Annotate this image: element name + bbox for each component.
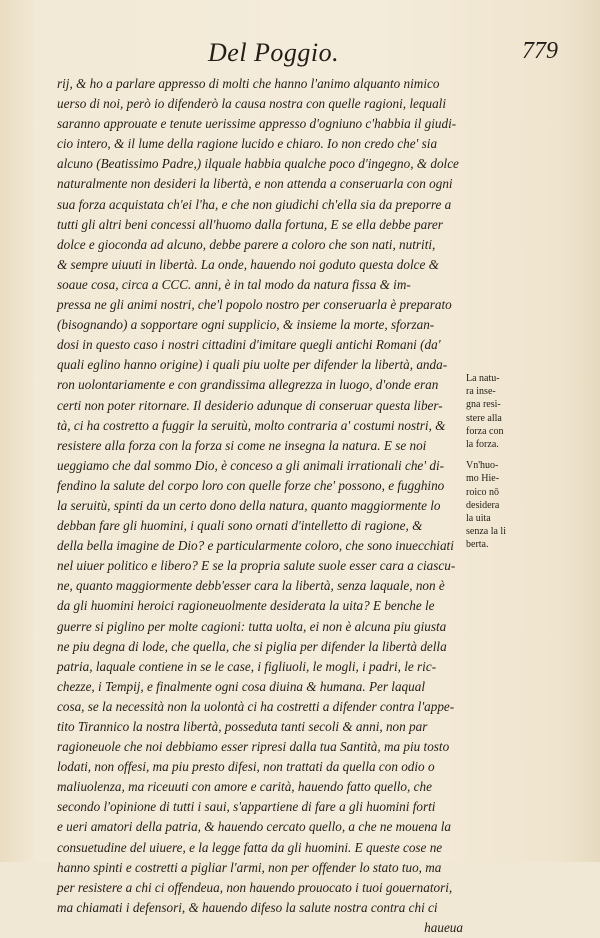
- catchword: haueua: [424, 919, 463, 935]
- text-line: secondo l'opinione di tutti i saui, s'appartiene di fare a gli huomini forti: [57, 799, 436, 815]
- page-header: [60, 38, 570, 68]
- marginal-note: [466, 459, 526, 551]
- text-line: uerso di noi, però io difenderò la causa nostra con quelle ragioni, lequali: [57, 96, 446, 112]
- text-line: da gli huomini heroici ragioneuolmente desiderata la uita? E benche le: [57, 598, 435, 614]
- text-line: certi non poter ritornare. Il desiderio adunque di conseruar questa liber-: [57, 397, 443, 413]
- body-text: [57, 74, 467, 938]
- text-line: (bisognando) a sopportare ogni supplicio, & insieme la morte, sforzan-: [57, 317, 435, 333]
- text-line: tà, ci ha costretto a fuggir la seruitù, molto contraria a' costumi nostri, &: [57, 417, 446, 433]
- text-line: cosa, se la necessità non la uolontà ci ha costretti a difender contra l'appe-: [57, 698, 455, 714]
- text-line: ueggiamo che dal sommo Dio, è conceso a gli animali irrationali che' di-: [57, 457, 445, 473]
- text-line: sua forza acquistata ch'ei l'ha, e che non giudichi ch'ella sia da preporre a: [57, 196, 452, 212]
- marginal-notes: [466, 372, 526, 560]
- marginal-note-line: mo Hie-: [466, 473, 500, 485]
- text-line: lodati, non offesi, ma piu presto difesi, non trattati da quella con odio o: [57, 759, 435, 775]
- text-line: patria, laquale contiene in se le case, i figliuoli, le mogli, i padri, le ric-: [57, 658, 437, 674]
- marginal-note-line: La natu-: [466, 373, 500, 384]
- text-line: dolce e gioconda ad alcuno, debbe parere a coloro che son nati, nutriti,: [57, 236, 436, 252]
- page-number: 779: [522, 38, 558, 64]
- marginal-note-line: forza con: [466, 425, 504, 437]
- text-line: chezze, i Tempij, e finalmente ogni cosa diuina & humana. Per laqual: [57, 678, 425, 694]
- marginal-note-line: berta.: [466, 539, 489, 551]
- marginal-note-line: ra inse-: [466, 386, 496, 398]
- marginal-note-line: gna resi-: [466, 399, 501, 411]
- text-line: resistere alla forza con la forza si come ne insegna la natura. E se noi: [57, 437, 427, 453]
- marginal-note-line: senza la li: [466, 526, 506, 538]
- marginal-note: [466, 372, 526, 451]
- page-edge-shading: [560, 0, 600, 862]
- marginal-note-line: la uita: [466, 513, 491, 525]
- text-line: tito Tirannico la nostra libertà, posseduta tanti secoli & anni, non par: [57, 719, 428, 734]
- text-line: per resistere a chi ci offendeua, non hauendo prouocato i tuoi gouernatori,: [57, 879, 453, 895]
- text-line: ne piu degna di lode, che quella, che si piglia per difender la libertà della: [57, 638, 447, 654]
- text-line: pressa ne gli animi nostri, che'l popolo nostro per conseruarla è preparato: [57, 297, 452, 313]
- text-line: cio intero, & il lume della ragione lucido e chiaro. Io non credo che' sia: [57, 136, 438, 152]
- text-line: debban fare gli huomini, i quali sono ornati d'intelletto di ragione, &: [57, 518, 423, 534]
- text-line: guerre si piglino per molte cagioni: tutta uolta, ei non è alcuna piu giusta: [57, 618, 447, 634]
- text-line: dosi in questo caso i nostri cittadini d'imitare quegli antichi Romani (da': [57, 337, 441, 353]
- text-line: & sempre uiuuti in libertà. La onde, hauendo noi goduto questa dolce &: [57, 256, 439, 272]
- text-line: consuetudine del uiuere, e la legge fatta da gli huomini. E queste cose ne: [57, 839, 443, 855]
- text-line: la seruitù, spinti da un certo dono della natura, quanto maggiormente lo: [57, 497, 441, 513]
- text-line: quali eglino hanno origine) i quali piu uolte per difender la libertà, anda-: [57, 357, 448, 373]
- text-line: ragioneuole che noi debbiamo esser ripresi dalla tua Santità, ma piu tosto: [57, 739, 450, 755]
- running-head: Del Poggio.: [208, 38, 340, 67]
- text-line: rij, & ho a parlare appresso di molti che hanno l'animo alquanto nimico: [57, 76, 440, 91]
- marginal-note-line: la forza.: [466, 439, 499, 451]
- marginal-note-line: Vn'huo-: [466, 460, 499, 472]
- text-line: ma chiamati i defensori, & hauendo difeso la salute nostra contra chi ci: [57, 899, 438, 915]
- text-line: della bella imagine de Dio? e particularmente coloro, che sono inuecchiati: [57, 538, 454, 554]
- text-line: fendino la salute del corpo loro con quelle forze che' possono, e fugghino: [57, 477, 445, 493]
- text-line: tutti gli altri beni concessi all'huomo dalla fortuna, E se ella debbe parer: [57, 216, 443, 232]
- text-line: saranno approuate e tenute uerissime appresso d'ogniuno c'habbia il giudi-: [57, 116, 457, 132]
- text-line: alcuno (Beatissimo Padre,) ilquale habbia qualche poco d'ingegno, & dolce: [57, 156, 459, 172]
- text-line: ron uolontariamente e con grandissima allegrezza in luogo, d'onde eran: [57, 377, 439, 393]
- marginal-note-line: roico nō: [466, 486, 500, 498]
- text-line: soaue cosa, circa a CCC. anni, è in tal modo da natura fissa & im-: [57, 276, 411, 292]
- text-line: nel uiuer politico e libero? E se la propria salute suole esser cara a ciascu-: [57, 558, 456, 574]
- marginal-note-line: desidera: [466, 499, 500, 511]
- text-line: naturalmente non desideri la libertà, e non attenda a conseruarla con ogni: [57, 176, 453, 192]
- marginal-note-line: stere alla: [466, 412, 502, 424]
- text-line: hanno spinti e costretti a pigliar l'armi, non per offender lo stato tuo, ma: [57, 859, 442, 875]
- text-line: maliuolenza, ma riceuuti con amore e carità, hauendo fatto quello, che: [57, 779, 432, 795]
- text-line: ne, quanto maggiormente debb'esser cara la libertà, senza laquale, non è: [57, 578, 445, 594]
- text-line: e ueri amatori della patria, & hauendo cercato quello, a che ne mouena la: [57, 819, 451, 835]
